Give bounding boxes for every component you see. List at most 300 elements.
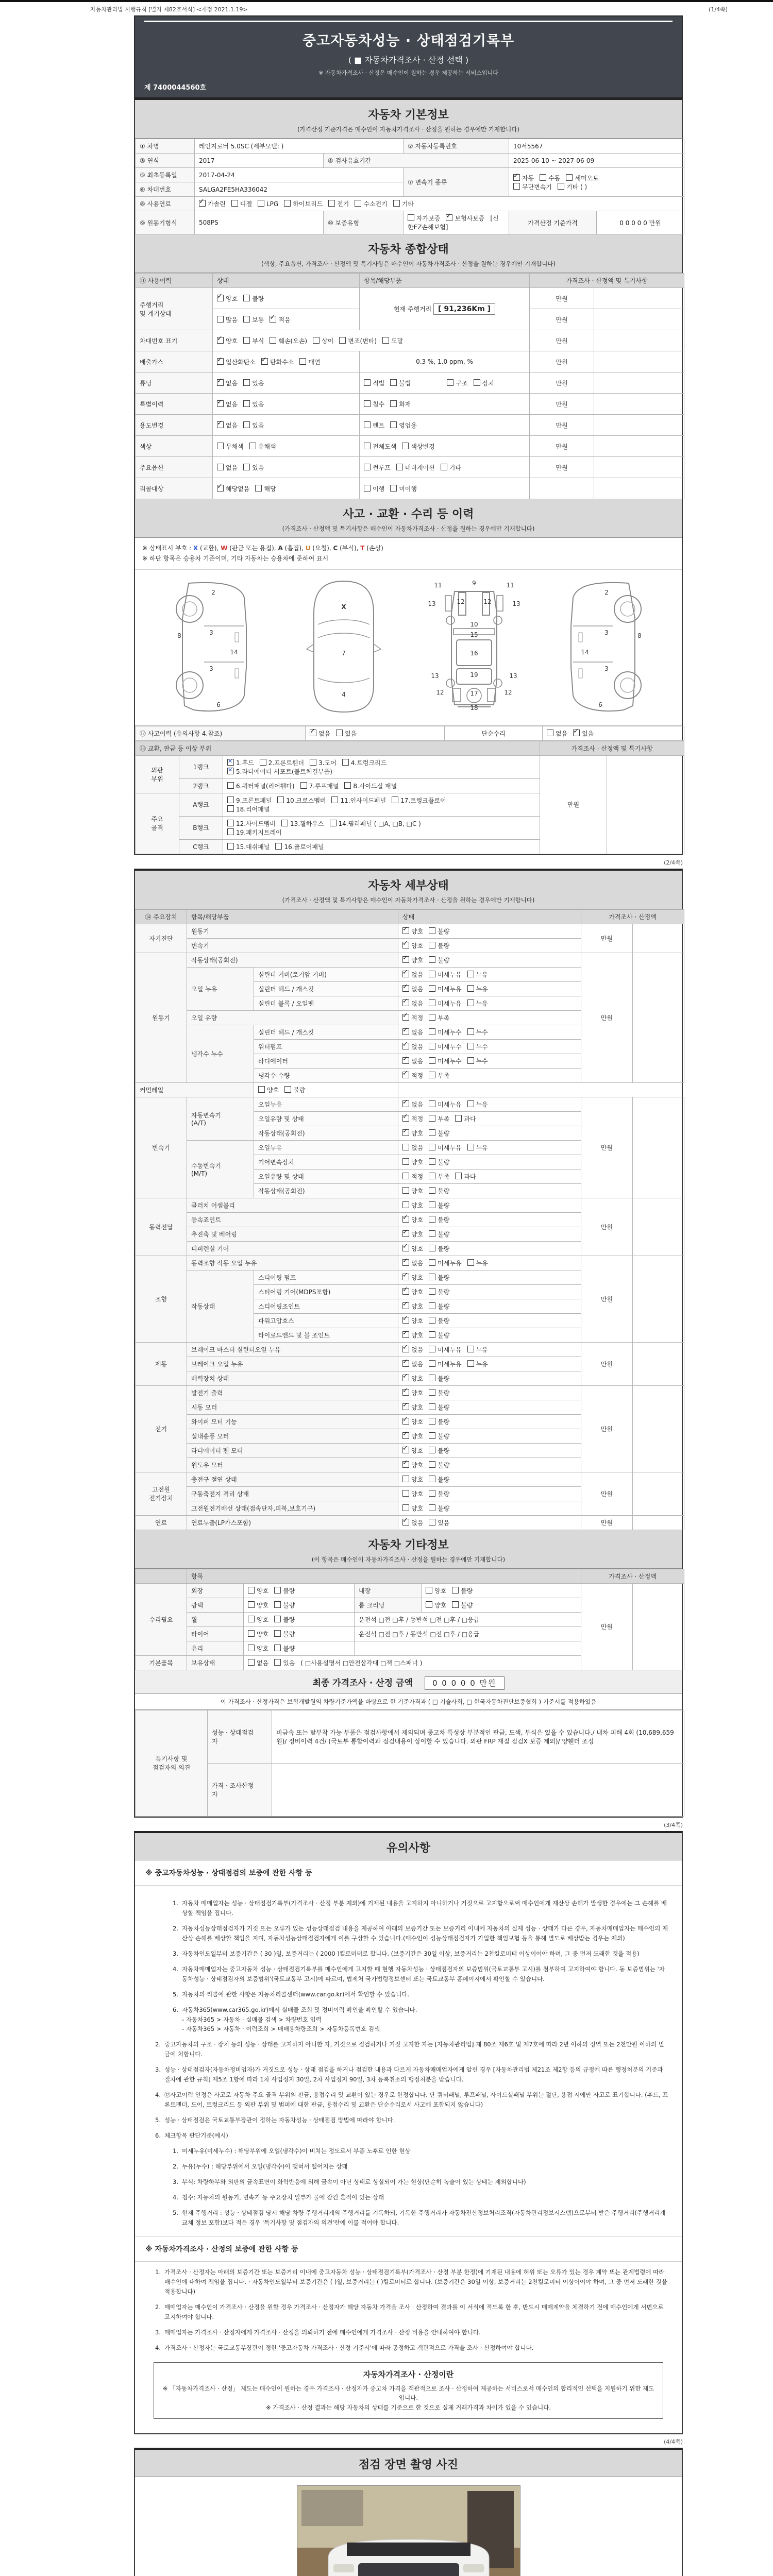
checkbox-option[interactable]: 양호 (248, 1644, 268, 1653)
checkbox-icon[interactable] (402, 1331, 409, 1338)
checkbox-option[interactable]: 양호 (402, 1187, 423, 1195)
checkbox-icon[interactable] (467, 999, 474, 1006)
checkbox-option[interactable]: 불량 (429, 1388, 449, 1397)
checkbox-option[interactable]: 침수 (364, 400, 384, 409)
checkbox-option[interactable]: 양호 (248, 1615, 268, 1624)
checkbox-option[interactable]: 불량 (429, 1187, 449, 1195)
checkbox-icon[interactable] (392, 796, 398, 803)
checkbox-option[interactable]: ✓ 양호 (402, 1273, 423, 1282)
checkbox-option[interactable]: 누유 (467, 1100, 488, 1109)
checkbox-option[interactable]: 누유 (467, 1360, 488, 1368)
checkbox-option[interactable]: ✓ 없음 (217, 421, 238, 430)
checkbox-icon[interactable] (274, 1630, 281, 1637)
checkbox-icon[interactable] (402, 1346, 409, 1352)
checkbox-option[interactable]: ✓ 양호 (402, 1446, 423, 1455)
checkbox-option[interactable]: 누유 (467, 970, 488, 979)
checkbox-icon[interactable] (402, 443, 409, 449)
checkbox-icon[interactable] (231, 200, 238, 207)
checkbox-option[interactable]: 불량 (274, 1644, 295, 1653)
checkbox-option[interactable]: 영업용 (390, 421, 417, 430)
checkbox-icon[interactable] (429, 1028, 435, 1035)
checkbox-option[interactable]: 불량 (429, 1316, 449, 1325)
checkbox-icon[interactable] (402, 1389, 409, 1396)
checkbox-icon[interactable] (429, 1519, 435, 1526)
checkbox-icon[interactable] (467, 1028, 474, 1035)
checkbox-option[interactable]: 색상변경 (402, 442, 434, 451)
checkbox-option[interactable]: 3.도어 (310, 758, 337, 767)
checkbox-option[interactable]: 이행 (364, 484, 384, 493)
checkbox-option[interactable]: ✓ 없음 (402, 1028, 423, 1037)
checkbox-option[interactable]: 불량 (429, 1504, 449, 1513)
checkbox-option[interactable]: ✓ 일산화탄소 (217, 358, 256, 366)
checkbox-option[interactable]: 미세누유 (429, 1259, 461, 1267)
checkbox-icon[interactable] (402, 1014, 409, 1021)
checkbox-option[interactable]: ✓ 있음 (573, 729, 594, 738)
checkbox-icon[interactable] (402, 1288, 409, 1295)
checkbox-option[interactable]: 11.인사이드패널 (331, 796, 386, 805)
checkbox-option[interactable]: 누유 (467, 985, 488, 993)
checkbox-icon[interactable] (429, 1490, 435, 1497)
checkbox-option[interactable]: 불량 (429, 1475, 449, 1484)
checkbox-option[interactable]: ✓ 양호 (402, 1403, 423, 1412)
checkbox-option[interactable]: ✓ 적정 (402, 1114, 423, 1123)
checkbox-option[interactable]: 13.휠하우스 (281, 819, 324, 828)
checkbox-icon[interactable] (467, 1259, 474, 1266)
checkbox-icon[interactable] (390, 379, 397, 386)
checkbox-icon[interactable] (243, 337, 250, 344)
checkbox-option[interactable]: 장치 (474, 379, 494, 387)
checkbox-icon[interactable] (274, 1659, 281, 1666)
checkbox-option[interactable]: 있음 (274, 1658, 295, 1667)
checkbox-icon[interactable] (429, 1476, 435, 1482)
checkbox-icon[interactable] (274, 1601, 281, 1608)
checkbox-option[interactable]: 불법 (390, 379, 411, 387)
checkbox-icon[interactable] (364, 443, 371, 449)
checkbox-icon[interactable] (402, 1375, 409, 1381)
checkbox-option[interactable]: 불량 (452, 1601, 473, 1609)
checkbox-option[interactable]: 불량 (274, 1615, 295, 1624)
checkbox-icon[interactable] (281, 820, 288, 826)
checkbox-option[interactable]: ✓ 없음 (402, 1057, 423, 1065)
checkbox-icon[interactable] (270, 337, 276, 344)
checkbox-icon[interactable] (408, 214, 414, 221)
checkbox-icon[interactable] (429, 1302, 435, 1309)
checkbox-option[interactable]: ✓ 양호 (402, 1316, 423, 1325)
checkbox-icon[interactable] (227, 820, 234, 826)
checkbox-option[interactable]: 매연 (299, 358, 320, 366)
checkbox-icon[interactable] (566, 174, 573, 181)
checkbox-option[interactable]: 전체도색 (364, 442, 396, 451)
checkbox-icon[interactable] (467, 1346, 474, 1352)
checkbox-icon[interactable] (402, 1274, 409, 1280)
checkbox-icon[interactable] (217, 485, 224, 492)
checkbox-icon[interactable] (429, 1201, 435, 1208)
checkbox-option[interactable]: 7.루프패널 (300, 782, 339, 790)
checkbox-icon[interactable] (429, 1144, 435, 1150)
checkbox-option[interactable]: 부족 (429, 1071, 449, 1080)
checkbox-option[interactable]: 누유 (467, 1143, 488, 1152)
checkbox-option[interactable]: 수동 (540, 174, 560, 182)
checkbox-option[interactable]: ✕5.라디에이터 서포트(볼트체결부품) (227, 767, 332, 776)
checkbox-icon[interactable] (248, 1601, 255, 1608)
checkbox-icon[interactable] (274, 1645, 281, 1651)
checkbox-icon[interactable] (330, 820, 337, 826)
checkbox-option[interactable]: ✓ 보험사보증 (446, 214, 484, 223)
checkbox-option[interactable]: 자가보증 (408, 214, 440, 223)
checkbox-icon[interactable] (429, 1504, 435, 1511)
checkbox-option[interactable]: 적법 (364, 379, 384, 387)
checkbox-icon[interactable] (313, 337, 320, 344)
checkbox-option[interactable]: 과다 (455, 1172, 476, 1181)
checkbox-option[interactable]: ✓ 가솔린 (199, 199, 226, 208)
checkbox-icon[interactable] (402, 1028, 409, 1035)
checkbox-option[interactable]: 있음 (243, 379, 264, 387)
checkbox-icon[interactable] (547, 730, 553, 736)
checkbox-icon[interactable] (429, 1187, 435, 1194)
checkbox-option[interactable]: 18.리어패널 (227, 805, 270, 814)
checkbox-icon[interactable] (429, 1115, 435, 1122)
checkbox-icon[interactable] (275, 843, 282, 850)
checkbox-option[interactable]: 양호 (402, 1475, 423, 1484)
checkbox-option[interactable]: 누유 (467, 999, 488, 1008)
checkbox-option[interactable]: 미세누수 (429, 1057, 461, 1065)
checkbox-icon[interactable] (447, 379, 453, 386)
checkbox-option[interactable]: 누수 (467, 1042, 488, 1051)
checkbox-icon[interactable] (402, 1230, 409, 1237)
checkbox-option[interactable]: ✓ 적정 (402, 1071, 423, 1080)
checkbox-icon[interactable] (393, 200, 400, 207)
checkbox-option[interactable]: 17.트렁크플로어 (392, 796, 446, 805)
checkbox-option[interactable]: 부식 (243, 336, 264, 345)
checkbox-icon[interactable] (364, 400, 371, 407)
checkbox-option[interactable]: 수소전기 (355, 199, 387, 208)
checkbox-icon[interactable] (227, 805, 234, 812)
checkbox-option[interactable]: ✓ 없음 (402, 985, 423, 993)
checkbox-icon[interactable] (429, 1360, 435, 1367)
checkbox-option[interactable]: 19.패키지트레이 (227, 828, 282, 837)
checkbox-icon[interactable] (227, 759, 234, 766)
checkbox-icon[interactable] (243, 421, 250, 428)
checkbox-icon[interactable] (452, 1601, 459, 1608)
checkbox-option[interactable]: 9.프론트패널 (227, 796, 272, 805)
checkbox-icon[interactable] (402, 985, 409, 992)
checkbox-option[interactable]: ✓ 양호 (402, 1432, 423, 1440)
checkbox-icon[interactable] (402, 1100, 409, 1107)
checkbox-icon[interactable] (243, 464, 250, 470)
checkbox-icon[interactable] (331, 796, 338, 803)
checkbox-icon[interactable] (199, 200, 206, 207)
checkbox-icon[interactable] (402, 1504, 409, 1511)
checkbox-icon[interactable] (249, 443, 256, 449)
checkbox-option[interactable]: 불량 (429, 1244, 449, 1253)
checkbox-icon[interactable] (402, 1490, 409, 1497)
checkbox-option[interactable]: 없음 (402, 1143, 423, 1152)
checkbox-option[interactable]: ✓ 양호 (402, 1331, 423, 1340)
checkbox-icon[interactable] (429, 1043, 435, 1049)
checkbox-option[interactable]: ✓ 해당없음 (217, 484, 249, 493)
checkbox-option[interactable]: 불량 (452, 1586, 473, 1595)
checkbox-icon[interactable] (429, 927, 435, 934)
checkbox-option[interactable]: 부족 (429, 1172, 449, 1181)
checkbox-icon[interactable] (455, 1173, 462, 1179)
checkbox-icon[interactable] (558, 183, 564, 190)
checkbox-icon[interactable] (364, 379, 371, 386)
checkbox-option[interactable]: 불량 (429, 927, 449, 936)
checkbox-icon[interactable] (429, 1245, 435, 1251)
checkbox-option[interactable]: 불량 (429, 1158, 449, 1166)
checkbox-icon[interactable] (429, 999, 435, 1006)
checkbox-option[interactable]: 불량 (429, 1461, 449, 1469)
checkbox-option[interactable]: 양호 (248, 1601, 268, 1609)
checkbox-icon[interactable] (217, 358, 224, 365)
checkbox-option[interactable]: 불량 (274, 1601, 295, 1609)
checkbox-option[interactable]: 무채색 (217, 442, 244, 451)
checkbox-icon[interactable] (217, 400, 224, 407)
checkbox-option[interactable]: 썬루프 (364, 463, 391, 472)
checkbox-option[interactable]: 유채색 (249, 442, 276, 451)
checkbox-icon[interactable] (429, 1375, 435, 1381)
checkbox-icon[interactable] (402, 1418, 409, 1425)
checkbox-option[interactable]: 없음 (248, 1658, 268, 1667)
checkbox-option[interactable]: 불량 (429, 1215, 449, 1224)
checkbox-icon[interactable] (513, 183, 520, 190)
checkbox-option[interactable]: 세미오토 (566, 174, 598, 182)
checkbox-option[interactable]: ✓ 없음 (217, 379, 238, 387)
checkbox-option[interactable]: 불량 (429, 1489, 449, 1498)
checkbox-option[interactable]: ✓ 양호 (402, 941, 423, 950)
checkbox-option[interactable]: 불량 (284, 1086, 305, 1094)
checkbox-icon[interactable] (248, 1659, 255, 1666)
checkbox-option[interactable]: 부족 (429, 1114, 449, 1123)
checkbox-icon[interactable] (248, 1630, 255, 1637)
checkbox-icon[interactable] (402, 1158, 409, 1165)
checkbox-icon[interactable] (258, 200, 264, 207)
checkbox-option[interactable]: ✓ 없음 (310, 729, 330, 738)
checkbox-option[interactable]: ✓ 양호 (402, 1388, 423, 1397)
checkbox-icon[interactable] (402, 1245, 409, 1251)
checkbox-option[interactable]: ✓ 없음 (402, 1360, 423, 1368)
checkbox-option[interactable]: 구조 (447, 379, 467, 387)
checkbox-icon[interactable] (248, 1645, 255, 1651)
checkbox-icon[interactable] (402, 1201, 409, 1208)
checkbox-option[interactable]: 불량 (429, 1446, 449, 1455)
checkbox-option[interactable]: 양호 (248, 1586, 268, 1595)
checkbox-option[interactable]: ✓ 양호 (402, 1230, 423, 1239)
checkbox-icon[interactable] (402, 1173, 409, 1179)
checkbox-option[interactable]: ✓ 양호 (402, 927, 423, 936)
checkbox-icon[interactable] (336, 730, 343, 736)
checkbox-option[interactable]: ✓ 양호 (402, 1129, 423, 1138)
checkbox-option[interactable]: 적정 (402, 1172, 423, 1181)
checkbox-icon[interactable] (402, 1043, 409, 1049)
checkbox-icon[interactable] (217, 443, 224, 449)
checkbox-icon[interactable] (402, 1519, 409, 1526)
checkbox-option[interactable]: 미세누유 (429, 970, 461, 979)
checkbox-icon[interactable] (299, 358, 306, 365)
checkbox-icon[interactable] (227, 828, 234, 835)
checkbox-option[interactable]: 미세누유 (429, 1345, 461, 1354)
checkbox-option[interactable]: 미세누유 (429, 985, 461, 993)
checkbox-option[interactable]: 양호 (402, 1489, 423, 1498)
checkbox-icon[interactable] (429, 1014, 435, 1021)
checkbox-option[interactable]: ✓ 없음 (402, 1042, 423, 1051)
checkbox-icon[interactable] (402, 999, 409, 1006)
checkbox-icon[interactable] (429, 1447, 435, 1453)
checkbox-option[interactable]: LPG (258, 200, 278, 208)
checkbox-option[interactable]: ✓ 양호 (402, 1215, 423, 1224)
checkbox-icon[interactable] (217, 464, 224, 470)
checkbox-option[interactable]: 상이 (313, 336, 333, 345)
checkbox-option[interactable]: 4.트렁크리드 (342, 758, 386, 767)
checkbox-option[interactable]: 미세누수 (429, 1028, 461, 1037)
checkbox-icon[interactable] (248, 1587, 255, 1594)
checkbox-icon[interactable] (540, 174, 546, 181)
checkbox-icon[interactable] (467, 971, 474, 977)
checkbox-option[interactable]: 미이행 (390, 484, 417, 493)
checkbox-icon[interactable] (258, 1086, 265, 1093)
checkbox-icon[interactable] (217, 337, 224, 344)
checkbox-option[interactable]: ✓ 없음 (402, 1100, 423, 1109)
checkbox-icon[interactable] (355, 200, 361, 207)
checkbox-icon[interactable] (429, 1259, 435, 1266)
checkbox-option[interactable]: 불량 (243, 294, 264, 303)
checkbox-icon[interactable] (382, 337, 389, 344)
checkbox-option[interactable]: 불량 (429, 1129, 449, 1138)
checkbox-option[interactable]: ✓ 양호 (402, 956, 423, 964)
checkbox-option[interactable]: ✓ 탄화수소 (261, 358, 294, 366)
checkbox-icon[interactable] (402, 927, 409, 934)
checkbox-option[interactable]: 누수 (467, 1057, 488, 1065)
checkbox-icon[interactable] (402, 1187, 409, 1194)
checkbox-option[interactable]: ✓ 없음 (217, 400, 238, 409)
checkbox-option[interactable]: 기타 (393, 199, 414, 208)
checkbox-option[interactable]: ✓ 양호 (402, 1244, 423, 1253)
checkbox-option[interactable]: ✓ 없음 (402, 1518, 423, 1527)
checkbox-option[interactable]: 10.크로스멤버 (277, 796, 326, 805)
checkbox-icon[interactable] (227, 796, 234, 803)
checkbox-icon[interactable] (217, 421, 224, 428)
checkbox-icon[interactable] (429, 1418, 435, 1425)
checkbox-option[interactable]: 변조(변타) (339, 336, 377, 345)
checkbox-icon[interactable] (243, 295, 250, 301)
checkbox-icon[interactable] (261, 358, 268, 365)
checkbox-icon[interactable] (243, 379, 250, 386)
checkbox-icon[interactable] (402, 956, 409, 963)
checkbox-icon[interactable] (227, 843, 234, 850)
checkbox-icon[interactable] (328, 200, 335, 207)
checkbox-icon[interactable] (426, 1601, 432, 1608)
checkbox-icon[interactable] (243, 400, 250, 407)
checkbox-icon[interactable] (402, 1461, 409, 1468)
checkbox-icon[interactable] (284, 200, 291, 207)
checkbox-option[interactable]: 불량 (429, 1331, 449, 1340)
checkbox-option[interactable]: 없음 (547, 729, 567, 738)
checkbox-option[interactable]: 훼손(오손) (270, 336, 307, 345)
checkbox-icon[interactable] (429, 1461, 435, 1468)
checkbox-option[interactable]: 불량 (429, 1302, 449, 1311)
checkbox-option[interactable]: 과다 (455, 1114, 476, 1123)
checkbox-option[interactable]: 15.대쉬패널 (227, 842, 270, 851)
checkbox-icon[interactable] (402, 1259, 409, 1266)
checkbox-icon[interactable] (426, 1587, 432, 1594)
checkbox-icon[interactable] (402, 942, 409, 948)
checkbox-icon[interactable] (339, 337, 346, 344)
checkbox-icon[interactable] (474, 379, 480, 386)
checkbox-icon[interactable] (310, 730, 316, 736)
checkbox-icon[interactable] (390, 485, 397, 492)
checkbox-option[interactable]: 없음 (217, 463, 238, 472)
checkbox-option[interactable]: 불량 (274, 1630, 295, 1638)
checkbox-option[interactable]: 양호 (402, 1504, 423, 1513)
checkbox-icon[interactable] (390, 400, 397, 407)
checkbox-icon[interactable] (429, 1389, 435, 1396)
checkbox-option[interactable]: 양호 (426, 1586, 446, 1595)
checkbox-option[interactable]: 전기 (328, 199, 349, 208)
checkbox-option[interactable]: 기타 ( ) (558, 182, 587, 191)
checkbox-option[interactable]: 미세누수 (429, 1042, 461, 1051)
checkbox-icon[interactable] (429, 1274, 435, 1280)
checkbox-icon[interactable] (390, 421, 397, 428)
checkbox-icon[interactable] (255, 485, 262, 492)
checkbox-icon[interactable] (429, 1158, 435, 1165)
checkbox-icon[interactable] (402, 1302, 409, 1309)
checkbox-option[interactable]: 네비게이션 (396, 463, 435, 472)
checkbox-option[interactable]: ✓ 없음 (402, 1345, 423, 1354)
checkbox-option[interactable]: 있음 (243, 463, 264, 472)
checkbox-option[interactable]: ✓ 적정 (402, 1013, 423, 1022)
checkbox-option[interactable]: 디젤 (231, 199, 252, 208)
checkbox-icon[interactable] (300, 782, 307, 789)
checkbox-icon[interactable] (429, 1288, 435, 1295)
checkbox-icon[interactable] (402, 1072, 409, 1078)
checkbox-icon[interactable] (217, 295, 224, 301)
checkbox-option[interactable]: 불량 (429, 1201, 449, 1210)
checkbox-option[interactable]: 양호 (402, 1158, 423, 1166)
checkbox-icon[interactable] (227, 782, 234, 789)
checkbox-icon[interactable] (429, 1403, 435, 1410)
checkbox-option[interactable]: 미세누유 (429, 1100, 461, 1109)
checkbox-icon[interactable] (402, 971, 409, 977)
checkbox-option[interactable]: ✓ 양호 (217, 336, 238, 345)
checkbox-option[interactable]: 불량 (429, 1374, 449, 1383)
checkbox-icon[interactable] (429, 1346, 435, 1352)
checkbox-icon[interactable] (573, 730, 580, 736)
checkbox-option[interactable]: 불량 (429, 1432, 449, 1440)
checkbox-icon[interactable] (402, 1115, 409, 1122)
checkbox-icon[interactable] (467, 985, 474, 992)
checkbox-option[interactable]: ✓ 없음 (402, 970, 423, 979)
checkbox-option[interactable]: 14.필러패널 ( □A, □B, □C ) (330, 819, 421, 828)
checkbox-icon[interactable] (217, 316, 224, 323)
checkbox-icon[interactable] (364, 485, 371, 492)
checkbox-icon[interactable] (402, 1432, 409, 1439)
checkbox-icon[interactable] (429, 956, 435, 963)
checkbox-option[interactable]: 누유 (467, 1345, 488, 1354)
checkbox-option[interactable]: 양호 (426, 1601, 446, 1609)
checkbox-icon[interactable] (429, 1317, 435, 1324)
checkbox-option[interactable]: 양호 (248, 1630, 268, 1638)
checkbox-icon[interactable] (260, 759, 266, 766)
checkbox-option[interactable]: 누수 (467, 1028, 488, 1037)
checkbox-option[interactable]: 많음 (217, 315, 238, 324)
checkbox-icon[interactable] (364, 421, 371, 428)
checkbox-icon[interactable] (467, 1057, 474, 1064)
checkbox-icon[interactable] (429, 1129, 435, 1136)
checkbox-option[interactable]: 불량 (429, 956, 449, 964)
checkbox-option[interactable]: ✓ 없음 (402, 1259, 423, 1267)
checkbox-icon[interactable] (441, 464, 447, 470)
checkbox-option[interactable]: ✓ 양호 (402, 1287, 423, 1296)
